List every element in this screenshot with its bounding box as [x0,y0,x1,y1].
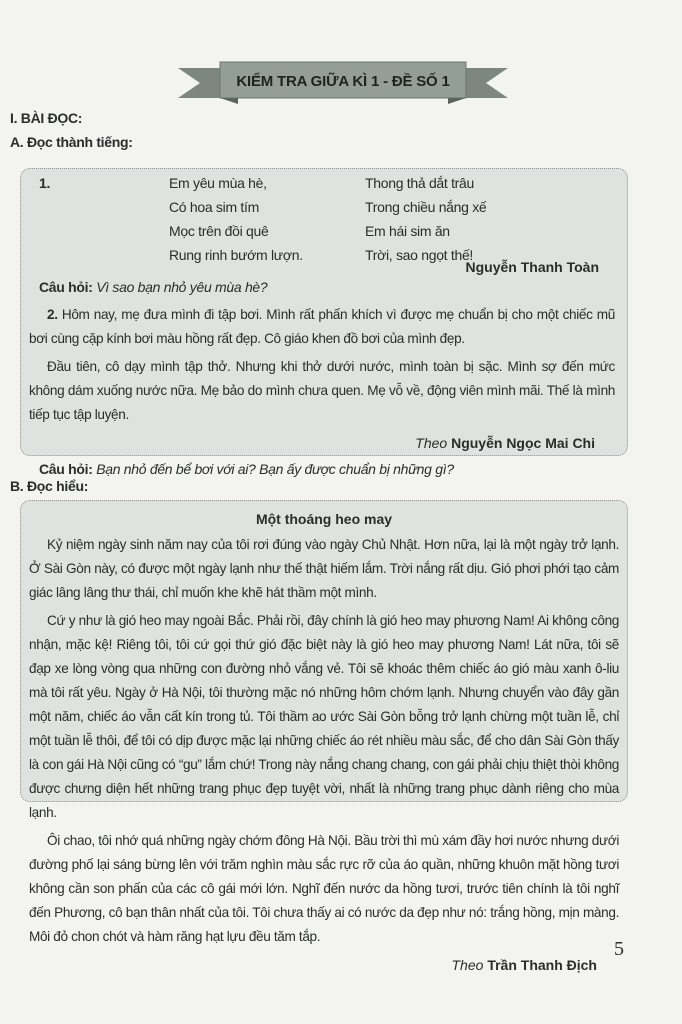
question-2 [29,457,615,481]
reading-aloud-box [20,168,628,477]
paragraph: Ôi chao, tôi nhớ quá những ngày chớm đông Hà Nội. Bầu trời thì mù xám đầy hơi nước nhưng dưới đường phố lại sáng bừng lên với trăm nghìn màu sắc rực rỡ của áo quần, những khuôn mặt hồng tươi không cần son phấn của các cô gái mới lớn. Nghĩ đến nước da hồng tươi, trước tiên chính là tôi nghĩ đến Phương, cô bạn thân nhất của tôi. Tôi chưa thấy ai có nước da đẹp như nó: trắng hồng, mịn màng. Môi đỏ chon chót và hàm răng hạt lựu đều tăm tắp. [29,833,619,944]
question-text: Vì sao bạn nhỏ yêu mùa hè? [96,279,268,295]
item-number: 2. [47,307,58,322]
poem-line: Trong chiều nắng xế [365,199,487,215]
question-text: Bạn nhỏ đến bể bơi với ai? Bạn ấy được chuẩn bị những gì? [96,461,454,477]
item-2-text [29,303,615,481]
question-label: Câu hỏi: [39,461,93,477]
page-title: KIỂM TRA GIỮA KÌ 1 - ĐỀ SỐ 1 [236,73,450,90]
section-heading: I. BÀI ĐỌC: [10,110,83,126]
page-number: 5 [614,938,624,960]
source-line [29,431,615,455]
poem-line: Trời, sao ngọt thế! [365,247,474,263]
reading-comprehension-box [20,500,628,973]
poem-column-1 [169,171,303,267]
part-a-heading: A. Đọc thành tiếng: [10,134,133,150]
poem-line: Em hái sim ăn [365,223,450,239]
author: Nguyễn Ngọc Mai Chi [451,435,595,451]
poem-line: Thong thả dắt trâu [365,175,475,191]
question-label: Câu hỏi: [39,279,93,295]
paragraph: Đầu tiên, cô dạy mình tập thở. Nhưng khi thở dưới nước, mình toàn bị sặc. Mình sợ đến mức không dám xuống nước nữa. Mẹ bảo do mình chưa quen. Mẹ vỗ về, động viên mình mãi. Thế là mình tiếp tục tập luyện. [29,359,615,422]
poem-line: Mọc trên đồi quê [169,223,269,239]
poem-column-2 [365,171,486,267]
author: Trần Thanh Địch [487,957,597,973]
theo-label: Theo [451,957,484,973]
paragraph-text: Hôm nay, mẹ đưa mình đi tập bơi. Mình rất phấn khích vì được mẹ chuẩn bị cho một chiếc mũ bơi cùng cặp kính bơi màu hồng rất đẹp. Cô giáo khen đồ bơi của mình đẹp. [29,307,615,346]
item-number: 1. [39,175,51,191]
poem-line: Em yêu mùa hè, [169,175,267,191]
story-title: Một thoáng heo may [255,511,393,527]
paragraph: Cứ y như là gió heo may ngoài Bắc. Phải rồi, đây chính là gió heo may phương Nam! Ai không công nhận, mặc kệ! Riêng tôi, tôi cứ gọi thứ gió đặc biệt này là gió heo may phương Nam! Lát nữa, tôi sẽ đạp xe lòng vòng qua những con đường nhỏ vắng vẻ. Tôi sẽ khoác thêm chiếc áo gió màu xanh ô-liu mà tôi rất yêu. Ngày ở Hà Nội, tôi thường mặc nó những hôm chớm lạnh. Nhưng chuyển vào đây gần một năm, chiếc áo vẫn cất kín trong tủ. Tôi thầm ao ước Sài Gòn bỗng trở lạnh chừng một tuần lễ, chỉ một tuần lễ thôi, để tôi có dịp được mặc lại những chiếc áo rét nhiều màu sắc, để cho dân Sài Gòn thấy là con gái Hà Nội cũng có “gu” lắm chứ! Trong này nắng chang chang, con gái phải chịu thiệt thòi không được chưng diện hết những trang phục đẹp tuyệt vời, nhất là những trang phục dành riêng cho mùa lạnh. [29,613,619,820]
paragraph: Kỷ niệm ngày sinh năm nay của tôi rơi đúng vào ngày Chủ Nhật. Hơn nữa, lại là một ngày trở lạnh. Ở Sài Gòn này, có được một ngày lạnh như thế thật hiếm lắm. Trời nắng rất dịu. Gió phơi phới tạo cảm giác lâng lâng thư thái, chỉ muốn khe khẽ hát thầm một mình. [29,537,619,600]
paragraph [29,303,615,351]
question-1 [39,275,267,299]
poem-line: Rung rinh bướm lượn. [169,247,303,263]
theo-label: Theo [415,435,448,451]
source-line [29,953,619,977]
poem-line: Có hoa sim tím [169,199,259,215]
title-banner [178,60,508,106]
part-b-heading: B. Đọc hiểu: [10,478,89,494]
poem-author: Nguyễn Thanh Toàn [465,259,599,275]
